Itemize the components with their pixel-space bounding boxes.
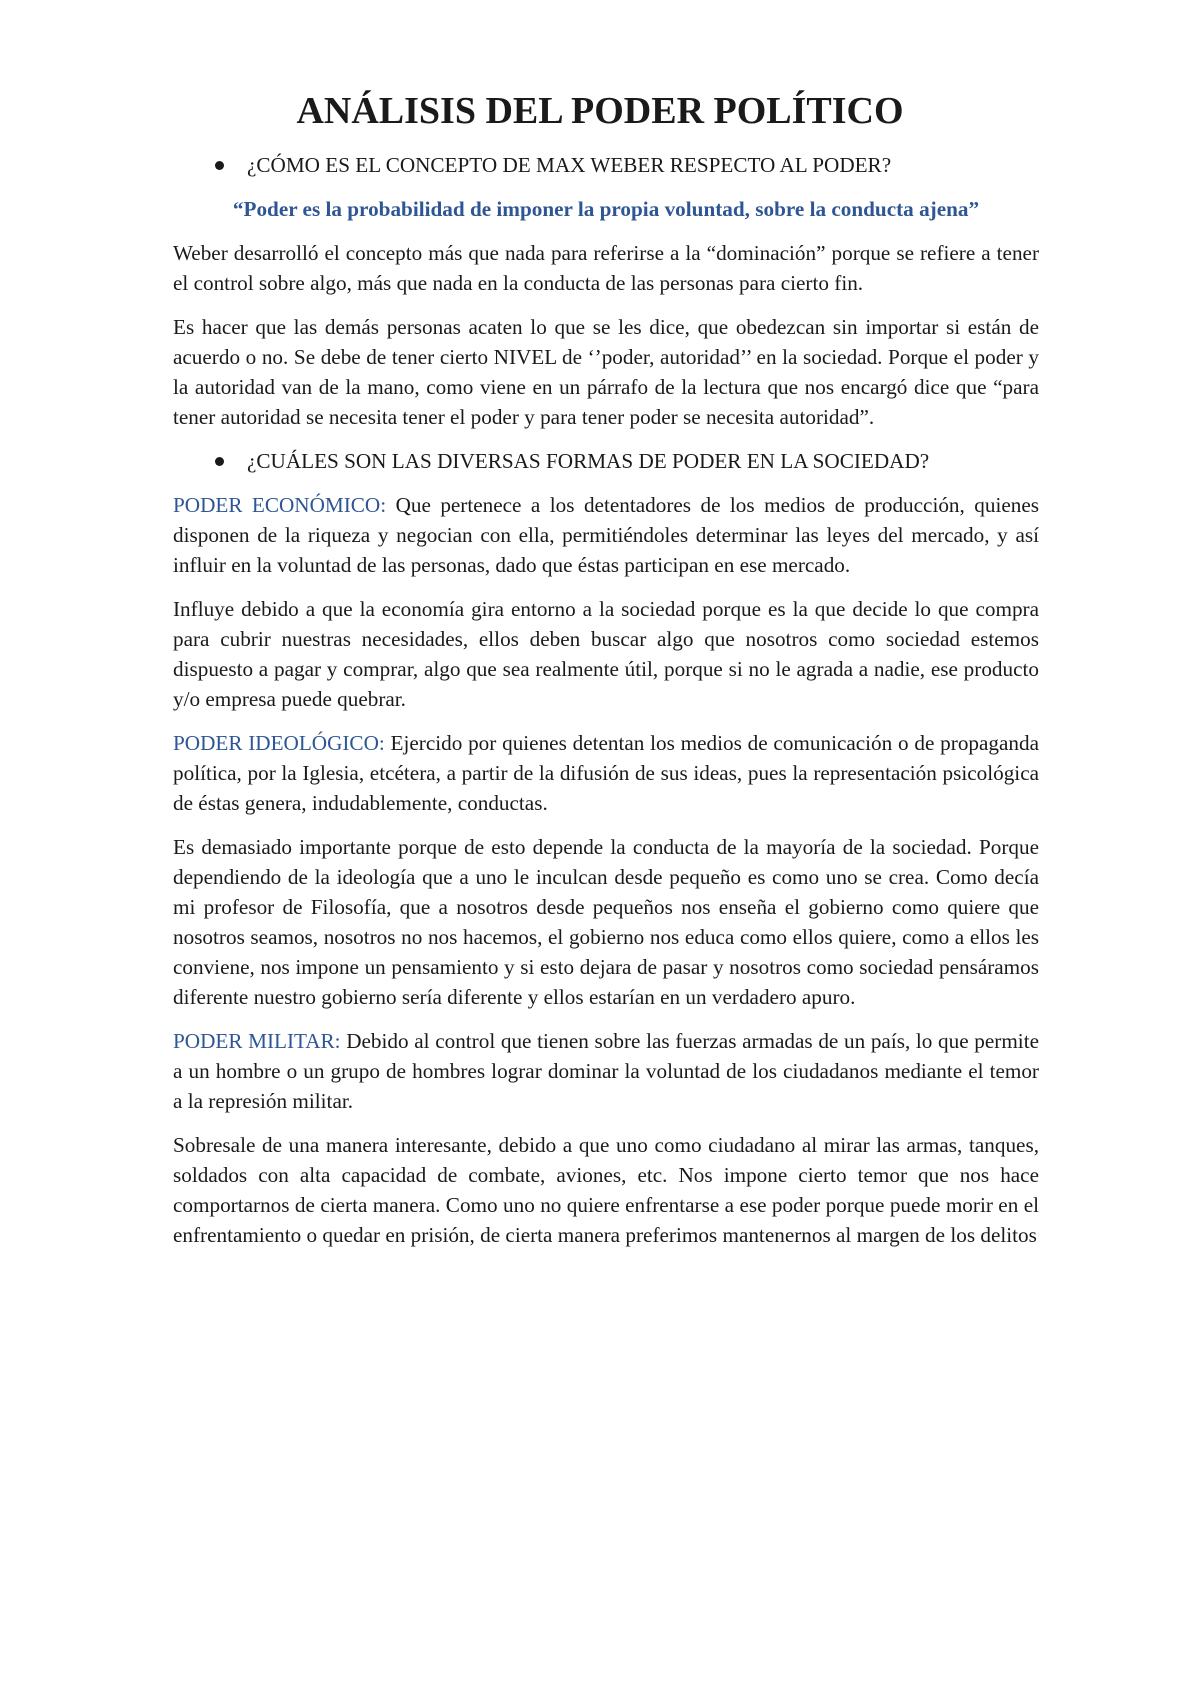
comment-poder-ideologico: Es demasiado importante porque de esto depende la conducta de la mayoría de la sociedad. Porque dependiendo de la ideología que a uno le inculcan desde pequeño es como uno se crea. Como decía mi profesor de Filosofía, que a nosotros desde pequeños nos enseña el gobierno como quiere que nosotros seamos, nosotros no nos hacemos, el gobierno nos educa como ellos quiere, como a ellos les conviene, nos impone un pensamiento y si esto dejara de pasar y nosotros como sociedad pensáramos diferente nuestro gobierno sería diferente y ellos estarían en un verdadero apuro. [173, 835, 1039, 1009]
paragraph-poder-economico [173, 490, 1039, 580]
definition-poder-militar: Debido al control que tienen sobre las fuerzas armadas de un país, lo que permite a un hombre o un grupo de hombres lograr dominar la voluntad de los ciudadanos mediante el temor a la represión militar. [173, 1029, 1039, 1113]
label-poder-economico: PODER ECONÓMICO: [173, 493, 387, 517]
question-1-text: ¿CÓMO ES EL CONCEPTO DE MAX WEBER RESPECTO AL PODER? [247, 153, 892, 177]
document-body [173, 150, 1039, 1264]
bullet-icon [215, 161, 224, 170]
comment-poder-economico: Influye debido a que la economía gira entorno a la sociedad porque es la que decide lo que compra para cubrir nuestras necesidades, ellos deben buscar algo que nosotros como sociedad estemos dispuesto a pagar y comprar, algo que sea realmente útil, porque si no le agrada a nadie, ese producto y/o empresa puede quebrar. [173, 597, 1039, 711]
paragraph-poder-ideologico [173, 728, 1039, 818]
question-2 [173, 446, 1039, 476]
paragraph-weber-1: Weber desarrolló el concepto más que nada para referirse a la “dominación” porque se refiere a tener el control sobre algo, más que nada en la conducta de las personas para cierto fin. [173, 241, 1039, 295]
label-poder-militar: PODER MILITAR: [173, 1029, 341, 1053]
paragraph-weber-2: Es hacer que las demás personas acaten lo que se les dice, que obedezcan sin importar si están de acuerdo o no. Se debe de tener cierto NIVEL de ‘’poder, autoridad’’ en la sociedad. Porque el poder y la autoridad van de la mano, como viene en un párrafo de la lectura que nos encargó dice que “para tener autoridad se necesita tener el poder y para tener poder se necesita autoridad”. [173, 315, 1039, 429]
weber-quote: “Poder es la probabilidad de imponer la propia voluntad, sobre la conducta ajena” [232, 197, 980, 221]
document-title: ANÁLISIS DEL PODER POLÍTICO [296, 90, 904, 132]
paragraph-poder-militar [173, 1026, 1039, 1116]
question-2-text: ¿CUÁLES SON LAS DIVERSAS FORMAS DE PODER EN LA SOCIEDAD? [247, 449, 930, 473]
comment-poder-militar: Sobresale de una manera interesante, debido a que uno como ciudadano al mirar las armas, tanques, soldados con alta capacidad de combate, aviones, etc. Nos impone cierto temor que nos hace comportarnos de cierta manera. Como uno no quiere enfrentarse a ese poder porque puede morir en el enfrentamiento o quedar en prisión, de cierta manera preferimos mantenernos al margen de los delitos [173, 1133, 1039, 1247]
question-1 [173, 150, 1039, 180]
definition-poder-economico: Que pertenece a los detentadores de los medios de producción, quienes disponen de la riqueza y negocian con ella, permitiéndoles determinar las leyes del mercado, y así influir en la voluntad de las personas, dado que éstas participan en ese mercado. [173, 493, 1039, 577]
bullet-icon [215, 457, 224, 466]
label-poder-ideologico: PODER IDEOLÓGICO: [173, 731, 385, 755]
definition-poder-ideologico: Ejercido por quienes detentan los medios de comunicación o de propaganda política, por la Iglesia, etcétera, a partir de la difusión de sus ideas, pues la representación psicológica de éstas genera, indudablemente, conductas. [173, 731, 1040, 815]
